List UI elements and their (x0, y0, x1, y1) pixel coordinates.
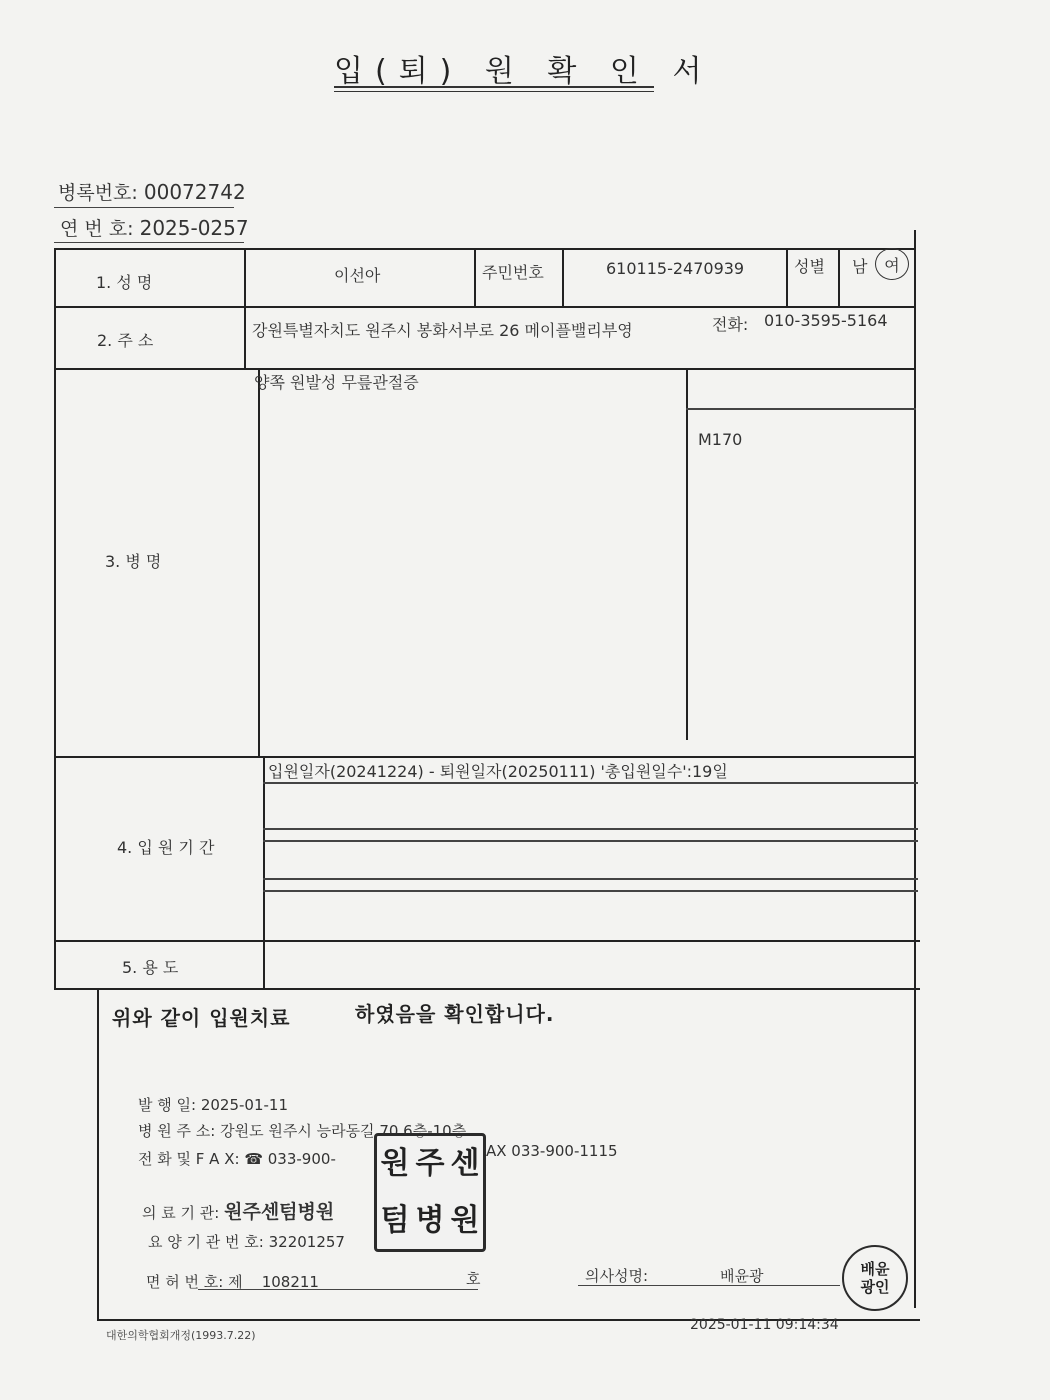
diagnosis-label: 3. 병 명 (105, 552, 162, 571)
record-number-value: 00072742 (143, 180, 246, 204)
issue-date-label: 발 행 일: (138, 1096, 197, 1114)
stamp-char: 센 (450, 1146, 480, 1182)
admission-period: 입원일자(20241224) - 퇴원일자(20250111) '총입원일수':19일 (268, 762, 728, 781)
hospital-address-value: 강원도 원주시 능라동길 70 6층-10층 (220, 1122, 467, 1140)
license-suffix: 호 (466, 1270, 481, 1288)
license-label: 면 허 번 호: (146, 1273, 224, 1291)
stamp-char: 원 (450, 1202, 480, 1238)
footer-timestamp: 2025-01-11 09:14:34 (690, 1317, 839, 1333)
doctor-label: 의사성명: (585, 1267, 649, 1285)
seal-top: 배윤 (860, 1260, 890, 1278)
stamp-char: 병 (415, 1202, 445, 1238)
serial-number-value: 2025-0257 (139, 216, 249, 240)
license-underline (198, 1289, 478, 1290)
diagnosis-code: M170 (698, 430, 743, 449)
stamp-char: 텀 (380, 1202, 410, 1238)
confirm-text-a: 위와 같이 입원치료 (112, 1006, 291, 1030)
confirm-text-b: 하였음을 확인합니다. (355, 1002, 555, 1026)
stamp-char: 원 (380, 1146, 410, 1182)
care-number-row (148, 1231, 345, 1252)
purpose-label: 5. 용 도 (122, 958, 179, 977)
care-number-label: 요 양 기 관 번 호: (148, 1233, 264, 1251)
tel-fax-row (138, 1148, 336, 1169)
phone-label: 전화: (712, 315, 749, 334)
rrn-label: 주민번호 (482, 263, 544, 282)
institution-value: 원주센텀병원 (224, 1201, 335, 1223)
tel-value: ☎ 033-900- (244, 1150, 336, 1168)
diagnosis-value: 양쪽 원발성 무릎관절증 (254, 373, 419, 392)
address-label: 2. 주 소 (97, 331, 154, 350)
doctor-underline (578, 1285, 840, 1286)
stamp-char: 주 (415, 1146, 445, 1182)
license-value: 108211 (261, 1273, 319, 1291)
license-prefix: 제 (228, 1273, 243, 1291)
institution-label: 의 료 기 관: (142, 1204, 220, 1222)
period-label: 4. 입 원 기 간 (117, 838, 215, 857)
issue-date-row (138, 1094, 288, 1115)
sex-female-circled (875, 248, 909, 280)
sex-label: 성별 (794, 257, 825, 276)
patient-name: 이선아 (334, 266, 381, 285)
serial-number-label: 연 번 호: (60, 218, 134, 240)
address-value: 강원특별자치도 원주시 봉화서부로 26 메이플밸리부영 (252, 321, 633, 340)
doctor-name: 배윤광 (720, 1267, 764, 1285)
institution-row (142, 1197, 334, 1224)
doctor-seal (842, 1245, 908, 1311)
rrn-value: 610115-2470939 (606, 259, 745, 278)
issue-date-value: 2025-01-11 (200, 1096, 289, 1114)
fax-value: AX 033-900-1115 (486, 1142, 618, 1160)
seal-bottom: 광인 (860, 1278, 890, 1296)
name-label: 1. 성 명 (96, 273, 153, 292)
care-number-value: 32201257 (268, 1233, 345, 1251)
record-number-label: 병록번호: (58, 182, 138, 204)
footer-revision: 대한의학협회개정(1993.7.22) (106, 1329, 256, 1342)
tel-fax-label: 전 화 및 F A X: (138, 1150, 240, 1168)
hospital-stamp (374, 1133, 486, 1252)
phone-value: 010-3595-5164 (764, 311, 888, 330)
sex-male: 남 (852, 257, 868, 276)
sex-female: 여 (884, 255, 900, 275)
hospital-address-label: 병 원 주 소: (138, 1122, 216, 1140)
document-title: 입(퇴) 원 확 인 서 (334, 54, 714, 89)
